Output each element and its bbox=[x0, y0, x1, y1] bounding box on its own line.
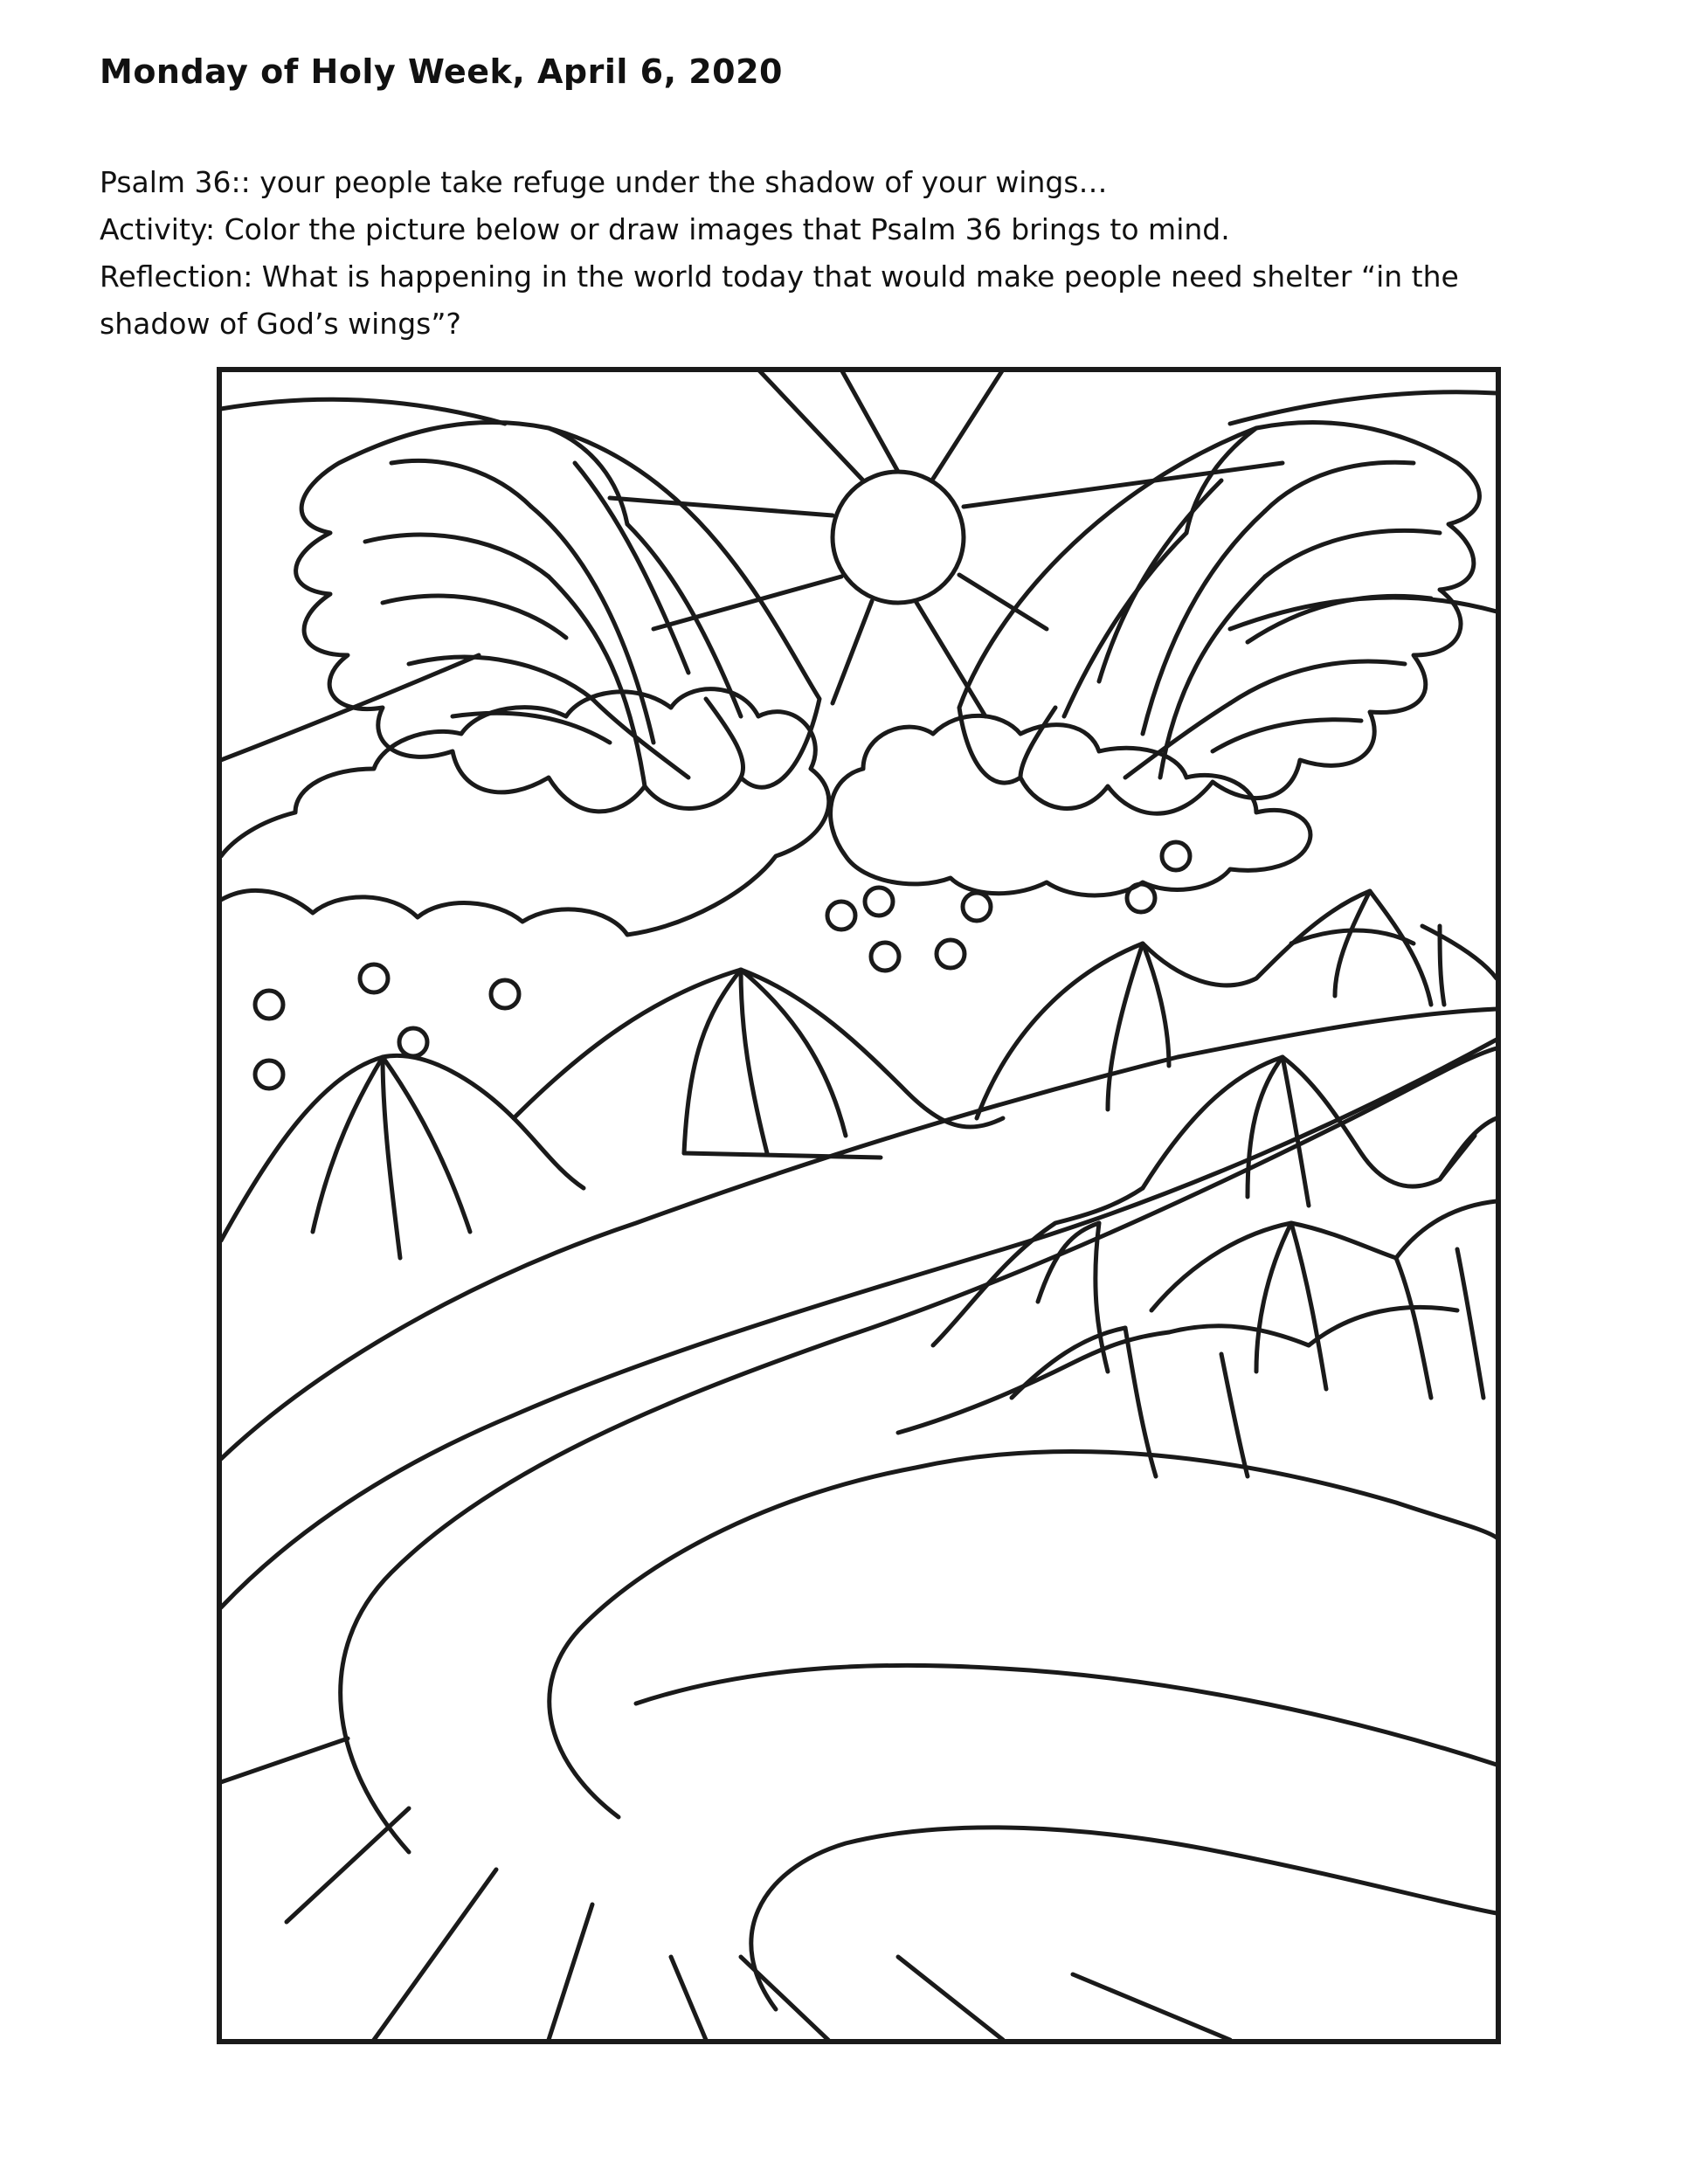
cloud-right-icon bbox=[831, 715, 1310, 895]
reflection-line-1: Reflection: What is happening in the world today that would make people need shelter “in the bbox=[100, 259, 1459, 294]
picture-frame bbox=[219, 370, 1498, 2042]
instructions-block bbox=[100, 159, 1602, 348]
mountains-icon bbox=[221, 891, 1497, 1476]
left-wing-icon bbox=[296, 423, 819, 812]
coloring-picture bbox=[217, 367, 1501, 2044]
page-title: Monday of Holy Week, April 6, 2020 bbox=[100, 52, 783, 91]
sun-icon bbox=[610, 370, 1283, 716]
psalm-line: Psalm 36:: your people take refuge under the shadow of your wings… bbox=[100, 165, 1108, 199]
activity-line: Activity: Color the picture below or draw images that Psalm 36 brings to mind. bbox=[100, 212, 1230, 246]
coloring-illustration bbox=[217, 367, 1501, 2044]
reflection-line-2: shadow of God’s wings”? bbox=[100, 307, 461, 341]
rain-drops-icon bbox=[255, 842, 1190, 1089]
right-wing-icon bbox=[959, 423, 1479, 814]
sky-lines bbox=[221, 392, 1497, 760]
ground-rays bbox=[221, 1738, 1230, 2040]
